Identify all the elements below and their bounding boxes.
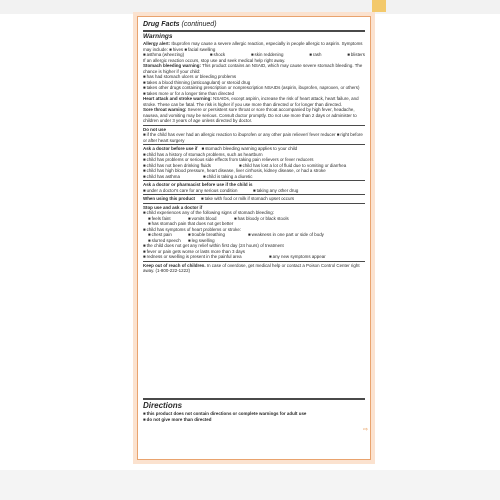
list-item-text: redness or swelling is present in the painful area [146, 254, 242, 259]
list-item-text: child has a history of stomach problems, such as heartburn [146, 151, 263, 157]
list-item-text: stomach bleeding warning applies to your child [205, 146, 298, 151]
list-item-text: do not give more than directed [146, 416, 212, 422]
checkbox-icon: ■ [143, 90, 146, 96]
list-item-text: take with food or milk if stomach upset occurs [204, 196, 295, 201]
list-item-text: right before or after heart surgery [143, 132, 363, 143]
allergy-alert [143, 41, 365, 52]
list-item-text: chest pain [151, 232, 172, 237]
side-tab [372, 0, 386, 12]
checkbox-icon: ■ [239, 162, 242, 168]
drug-facts-title [143, 20, 365, 29]
checkbox-icon: ■ [201, 146, 205, 151]
checkbox-icon: ■ [143, 52, 146, 57]
list-item-text: slurred speech [151, 237, 181, 243]
drug-facts-inner [137, 16, 371, 460]
list-item-text: child has symptoms of heart problems or stroke: [146, 226, 242, 232]
allergy-symptom: hives [172, 46, 184, 52]
allergy-heading: Allergy alert: [143, 41, 171, 46]
list-item-text: if the child has ever had an allergic reaction to ibuprofen or any other pain reliever/ fever reducer [146, 132, 336, 137]
list-item-text: this product does not contain directions or complete warnings for adult use [146, 411, 307, 416]
list-item-text: taking any other drug [256, 187, 299, 193]
checkbox-icon: ■ [234, 215, 237, 221]
checkbox-icon: ■ [148, 221, 151, 226]
list-item-text: takes a blood thinning (anticoagulant) or steroid drug [146, 79, 251, 85]
list-item-text: has stomach pain that does not get better [151, 221, 234, 226]
heart-heading: Heart attack and stroke warning: [143, 96, 212, 101]
checkbox-icon: ■ [148, 237, 151, 243]
checkbox-icon: ■ [253, 187, 256, 193]
list-item-text: child has not been drinking fluids [146, 162, 211, 168]
list-item-text: fever or pain gets worse or lasts more than 3 days [146, 248, 246, 254]
list-item [143, 188, 365, 194]
checkbox-icon: ■ [143, 226, 146, 232]
checkbox-icon: ■ [143, 416, 146, 422]
do-not-use-heading: Do not use [143, 126, 166, 132]
list-item [143, 174, 365, 180]
continue-arrow-icon: ⇨ [362, 426, 368, 433]
checkbox-icon: ■ [143, 162, 146, 168]
warnings-title: Warnings [143, 33, 173, 40]
checkbox-icon: ■ [143, 254, 146, 259]
allergy-symptom: skin reddening [254, 52, 284, 57]
checkbox-icon: ■ [143, 168, 146, 173]
stomach-heading: Stomach bleeding warning: [143, 63, 201, 68]
checkbox-icon: ■ [203, 173, 206, 179]
ask-pharmacist-heading: Ask a doctor or pharmacist before use if the child is [143, 182, 253, 187]
throat-text: Severe or persistent sore throat or sore throat accompanied by high fever, headache, nausea, and vomiting may be serious. Consult doctor promptly. Do not use more than 2 days or administer to children under 3 years of age unless directed by doctor. [143, 107, 357, 123]
list-item-text: weakness in one part or side of body [251, 232, 324, 237]
directions-title: Directions [143, 401, 183, 410]
list-item [143, 132, 365, 143]
bottom-strip [0, 470, 500, 500]
checkbox-icon: ■ [184, 46, 187, 52]
reach-heading: Keep out of reach of children. [143, 262, 206, 268]
title-suffix: (continued) [181, 21, 217, 28]
checkbox-icon: ■ [188, 232, 191, 237]
checkbox-icon: ■ [143, 151, 146, 157]
allergy-symptom: asthma (wheezing) [146, 52, 185, 57]
section-rule [143, 125, 365, 126]
when-using-heading: When using this product [143, 196, 196, 201]
checkbox-icon: ■ [269, 254, 272, 259]
keep-out-of-reach [143, 263, 365, 274]
list-item [143, 85, 365, 96]
heart-text: NSAIDs, except aspirin, increase the risk of heart attack, heart failure, and stroke. These can be fatal. The risk is higher if you use more than directed or for longer than directed. [143, 96, 359, 107]
checkbox-icon: ■ [169, 46, 172, 52]
checkbox-icon: ■ [188, 215, 191, 221]
checkbox-icon: ■ [143, 157, 146, 162]
checkbox-icon: ■ [209, 52, 213, 57]
list-item-text: child has asthma [146, 173, 180, 179]
reach-text: In case of overdose, get medical help or contact a Poison Control Center right away. (1-800-222-1222) [143, 262, 360, 273]
ask-doctor-heading: Ask a doctor before use if [143, 146, 198, 151]
drug-facts-panel [133, 12, 375, 464]
section-rule [143, 144, 365, 145]
allergy-text: Ibuprofen may cause a severe allergic reaction, especially in people allergic to aspirin. Symptoms may include: [143, 41, 363, 52]
list-item-text: the child does not get any relief within first day (24 hours) of treatment [146, 243, 284, 248]
checkbox-icon: ■ [143, 132, 146, 137]
list-item [143, 254, 365, 260]
allergy-symptom: facial swelling [187, 46, 216, 52]
checkbox-icon: ■ [143, 74, 146, 79]
checkbox-icon: ■ [143, 187, 146, 193]
list-item-text: child has problems or serious side effects from taking pain relievers or fever reducers [146, 157, 314, 162]
heart-warning [143, 96, 365, 107]
checkbox-icon: ■ [148, 215, 151, 221]
checkbox-icon: ■ [201, 196, 204, 201]
list-item-text: has bloody or black stools [237, 215, 289, 221]
list-item-text: trouble breathing [191, 232, 225, 237]
checkbox-icon: ■ [347, 52, 350, 57]
checkbox-icon: ■ [148, 232, 151, 237]
checkbox-icon: ■ [336, 132, 340, 137]
allergy-symptom: blisters [350, 52, 365, 57]
checkbox-icon: ■ [143, 243, 146, 248]
title-rule [143, 30, 365, 32]
list-item-text: has had stomach ulcers or bleeding problems [146, 74, 237, 79]
checkbox-icon: ■ [143, 411, 146, 416]
list-item-text: leg swelling [191, 237, 215, 243]
list-item-text: vomits blood [191, 215, 217, 221]
checkbox-icon: ■ [143, 85, 146, 90]
list-item-text: child is taking a diuretic [206, 173, 253, 179]
checkbox-icon: ■ [143, 248, 146, 254]
allergy-symptom: rash [312, 52, 322, 57]
list-item-text: child has lost a lot of fluid due to vomiting or diarrhea [242, 162, 347, 168]
list-item-text: any new symptoms appear [272, 254, 326, 259]
allergy-symptom: shock [213, 52, 226, 57]
when-using-row [143, 196, 365, 202]
checkbox-icon: ■ [188, 237, 191, 243]
list-item-text: child has high blood pressure, heart disease, liver cirrhosis, kidney disease, or had a stroke [146, 168, 326, 173]
throat-heading: Sore throat warning: [143, 107, 187, 112]
directions-rule [143, 398, 365, 400]
section-rule [143, 180, 365, 181]
stomach-text: This product contains an NSAID, which may cause severe stomach bleeding. The chance is higher if your child: [143, 63, 363, 74]
checkbox-icon: ■ [309, 52, 312, 57]
checkbox-icon: ■ [248, 232, 251, 237]
list-item-text: child experiences any of the following signs of stomach bleeding: [146, 210, 274, 215]
throat-warning [143, 107, 365, 124]
title-text: Drug Facts [143, 21, 180, 28]
list-item-text: feels faint [151, 215, 171, 221]
stomach-warning [143, 63, 365, 74]
checkbox-icon: ■ [143, 210, 146, 215]
section-rule [143, 261, 365, 262]
checkbox-icon: ■ [143, 173, 146, 179]
checkbox-icon: ■ [250, 52, 254, 57]
section-rule [143, 194, 365, 195]
allergy-after: If an allergic reaction occurs, stop use and seek medical help right away. [143, 57, 286, 63]
list-item [143, 417, 365, 423]
checkbox-icon: ■ [143, 79, 146, 85]
directions-section [143, 397, 365, 422]
stop-use-heading: Stop use and ask a doctor if [143, 204, 203, 210]
list-item-text: takes more or for a longer time than directed [146, 90, 234, 96]
section-rule [143, 203, 365, 204]
list-item-text: takes other drugs containing prescription or nonprescription NSAIDs (aspirin, ibuprofen, naproxen, or others) [146, 85, 360, 90]
list-item-text: under a doctor's care for any serious condition [146, 187, 238, 193]
